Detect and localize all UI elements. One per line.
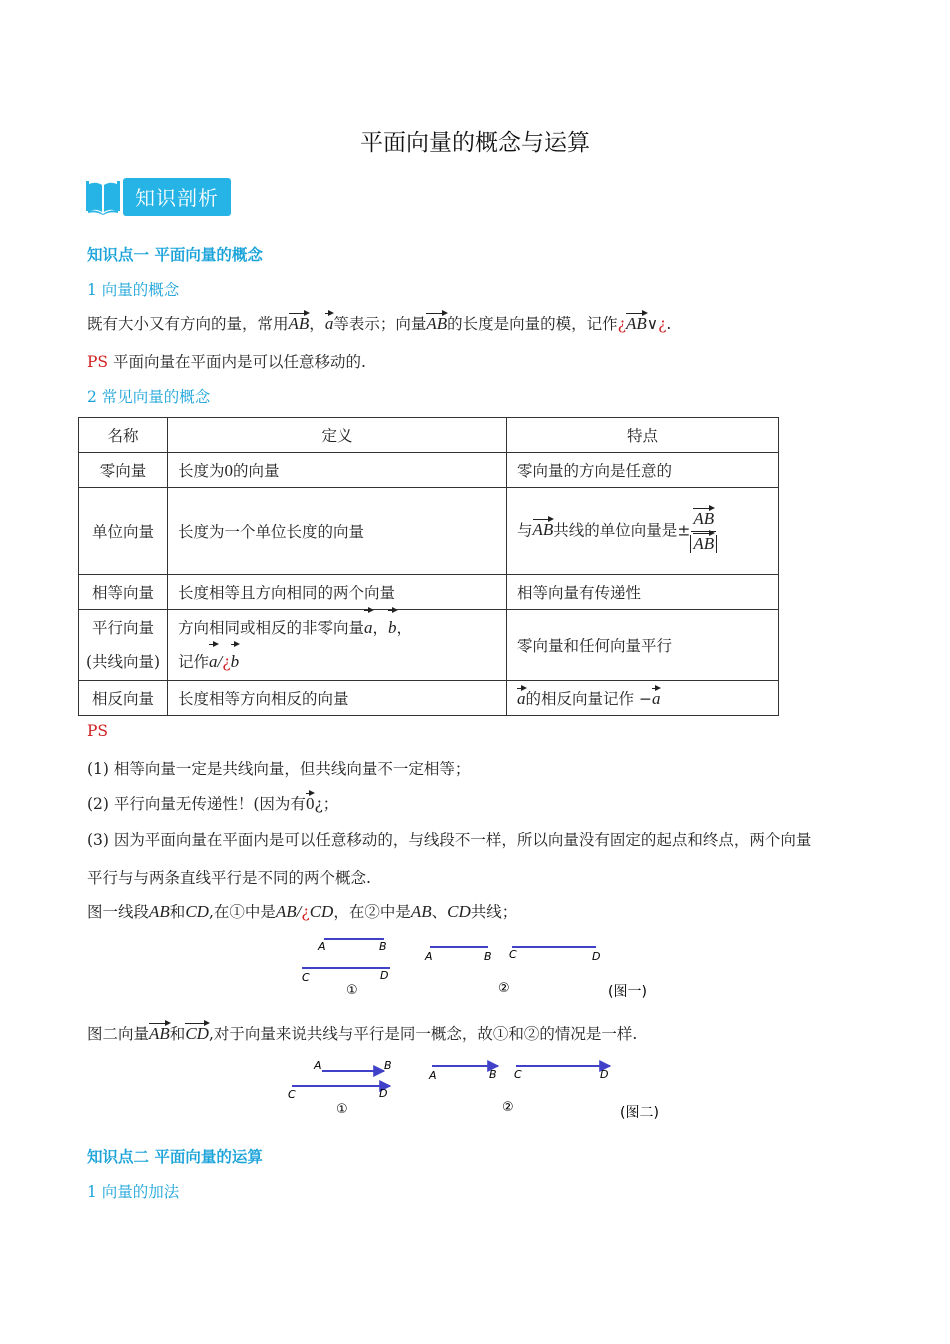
label-c: C	[288, 1088, 296, 1101]
glyph: ¿	[222, 653, 231, 671]
section-banner	[86, 178, 231, 216]
cell-feature	[507, 488, 779, 575]
glyph: ¿	[301, 903, 310, 921]
table-header-row	[79, 418, 779, 453]
text: 共线；	[470, 903, 518, 921]
ps2-tag: PS	[87, 722, 109, 740]
text: .	[666, 315, 672, 333]
glyph: ¿	[617, 315, 626, 333]
segment-cd: CD	[309, 902, 334, 921]
vector-ab: AB	[532, 520, 554, 539]
cell-name: 零向量	[79, 453, 168, 488]
text: ，	[372, 619, 389, 637]
label-c: C	[514, 1068, 522, 1081]
text: 、	[431, 903, 448, 921]
text: (共线向量)	[85, 653, 161, 671]
book-icon	[86, 179, 120, 215]
label-a: A	[314, 1059, 322, 1072]
cell-name: 相反向量	[79, 681, 168, 716]
banner-label: 知识剖析	[123, 178, 231, 216]
cell-definition: 长度相等方向相反的向量	[168, 681, 507, 716]
label-d: D	[592, 950, 601, 963]
vector-b: b	[388, 611, 397, 645]
cell-definition: 长度相等且方向相同的两个向量	[168, 575, 507, 610]
minus: −	[638, 690, 652, 708]
vector-a: a	[651, 689, 661, 708]
cell-feature	[507, 681, 779, 716]
text: 等表示；向量	[333, 315, 427, 333]
text: ¿；	[314, 795, 339, 813]
concepts-table	[78, 417, 779, 716]
text: 共线的单位向量是	[553, 521, 678, 539]
vector-b: b	[231, 645, 240, 679]
vector-ab: AB	[426, 314, 448, 333]
table-row	[79, 610, 779, 681]
ps2-item-3-cont: 平行与与两条直线平行是不同的两个概念.	[87, 869, 371, 887]
cell-feature: 零向量的方向是任意的	[507, 453, 779, 488]
cell-definition: 长度为一个单位长度的向量	[168, 488, 507, 575]
s2-heading: 2 常见向量的概念	[87, 388, 211, 406]
table-row	[79, 488, 779, 575]
text: ,在①中是	[208, 903, 276, 921]
vector-definition	[87, 312, 671, 334]
label-c: C	[509, 948, 517, 961]
kp2-heading: 知识点二 平面向量的运算	[87, 1147, 263, 1166]
text: ，	[396, 619, 413, 637]
label-d: D	[379, 1087, 388, 1100]
text: (2) 平行向量无传递性！(因为有	[87, 795, 306, 813]
cell-name: 相等向量	[79, 575, 168, 610]
figure-1	[290, 932, 680, 1004]
marker-1: ①	[336, 1102, 348, 1117]
col-header-definition: 定义	[168, 418, 507, 453]
text: 图二向量	[87, 1025, 150, 1043]
ps-tag: PS	[87, 353, 109, 371]
vector-a: a	[517, 689, 526, 708]
glyph: ¿	[658, 315, 667, 333]
label-b: B	[379, 940, 387, 953]
text: 的向量	[233, 462, 280, 480]
segment-cd: CD	[447, 902, 471, 921]
vector-ab: AB	[149, 1024, 170, 1043]
table-row	[79, 681, 779, 716]
glyph: /	[296, 902, 302, 921]
text: 和	[169, 1025, 186, 1043]
unit-fraction	[690, 509, 717, 554]
text: 的相反向量记作	[525, 690, 639, 708]
label-a: A	[429, 1069, 437, 1082]
text: ,对于向量来说共线与平行是同一概念，故①和②的情况是一样.	[208, 1025, 638, 1043]
vector-ab: AB	[693, 508, 715, 528]
vector-a: a	[364, 611, 373, 645]
zero: 0	[224, 461, 234, 480]
label-b: B	[489, 1068, 497, 1081]
marker-2: ②	[498, 981, 510, 996]
cell-definition	[168, 453, 507, 488]
vector-a: a	[324, 314, 334, 333]
table-row	[79, 453, 779, 488]
text: 既有大小又有方向的量，常用	[87, 315, 289, 333]
text: ，在②中是	[333, 903, 411, 921]
label-a: A	[318, 940, 326, 953]
segment-ab: AB	[149, 902, 170, 921]
zero-vector: 0	[305, 794, 315, 813]
table-row	[79, 575, 779, 610]
cell-feature: 零向量和任何向量平行	[507, 610, 779, 681]
kp1-heading: 知识点一 平面向量的概念	[87, 245, 263, 264]
fig2-description	[87, 1022, 637, 1044]
text: 记作	[178, 653, 210, 671]
col-header-feature: 特点	[507, 418, 779, 453]
segment-ab: AB	[275, 902, 297, 921]
plus-minus: ±	[677, 521, 691, 539]
ps-text: 平面向量在平面内是可以任意移动的.	[108, 353, 366, 371]
s3-heading: 1 向量的加法	[87, 1183, 180, 1201]
ps1	[87, 350, 366, 372]
text: ，	[309, 315, 325, 333]
text: 方向相同或相反的非零向量	[178, 619, 365, 637]
segment-cd: CD	[185, 902, 209, 921]
cell-name	[79, 610, 168, 681]
segment-ab: AB	[410, 902, 432, 921]
label-d: D	[600, 1068, 609, 1081]
glyph: ∨	[646, 315, 659, 333]
marker-2: ②	[502, 1100, 514, 1115]
label-d: D	[380, 969, 389, 982]
fig1-description	[87, 900, 517, 922]
vector-cd: CD	[185, 1024, 209, 1043]
col-header-name: 名称	[79, 418, 168, 453]
figure-2	[284, 1053, 684, 1123]
ps2-item-2	[87, 792, 338, 814]
ps2-item-3: (3) 因为平面向量在平面内是可以任意移动的，与线段不一样，所以向量没有固定的起点和终点，两个向量	[87, 831, 812, 849]
figure-2-caption: (图二)	[620, 1105, 659, 1121]
vector-ab: AB	[288, 314, 310, 333]
label-b: B	[384, 1059, 392, 1072]
glyph: /	[217, 652, 223, 671]
label-a: A	[425, 950, 433, 963]
text: 平行向量	[91, 619, 154, 637]
text: 图一线段	[87, 903, 150, 921]
vector-a: a	[209, 645, 218, 679]
vector-ab: AB	[693, 533, 715, 553]
page-title: 平面向量的概念与运算	[360, 130, 590, 156]
label-c: C	[302, 971, 310, 984]
label-b: B	[484, 950, 492, 963]
text: 长度为	[178, 462, 225, 480]
s1-heading: 1 向量的概念	[87, 281, 180, 299]
text: 与	[517, 521, 533, 539]
text: 和	[169, 903, 186, 921]
cell-name: 单位向量	[79, 488, 168, 575]
cell-feature: 相等向量有传递性	[507, 575, 779, 610]
vector-ab: AB	[625, 314, 647, 333]
cell-definition	[168, 610, 507, 681]
marker-1: ①	[346, 983, 358, 998]
figure-1-caption: (图一)	[608, 984, 647, 1000]
text: 的长度是向量的模，记作	[447, 315, 618, 333]
ps2-item-1: (1) 相等向量一定是共线向量，但共线向量不一定相等；	[87, 760, 471, 778]
